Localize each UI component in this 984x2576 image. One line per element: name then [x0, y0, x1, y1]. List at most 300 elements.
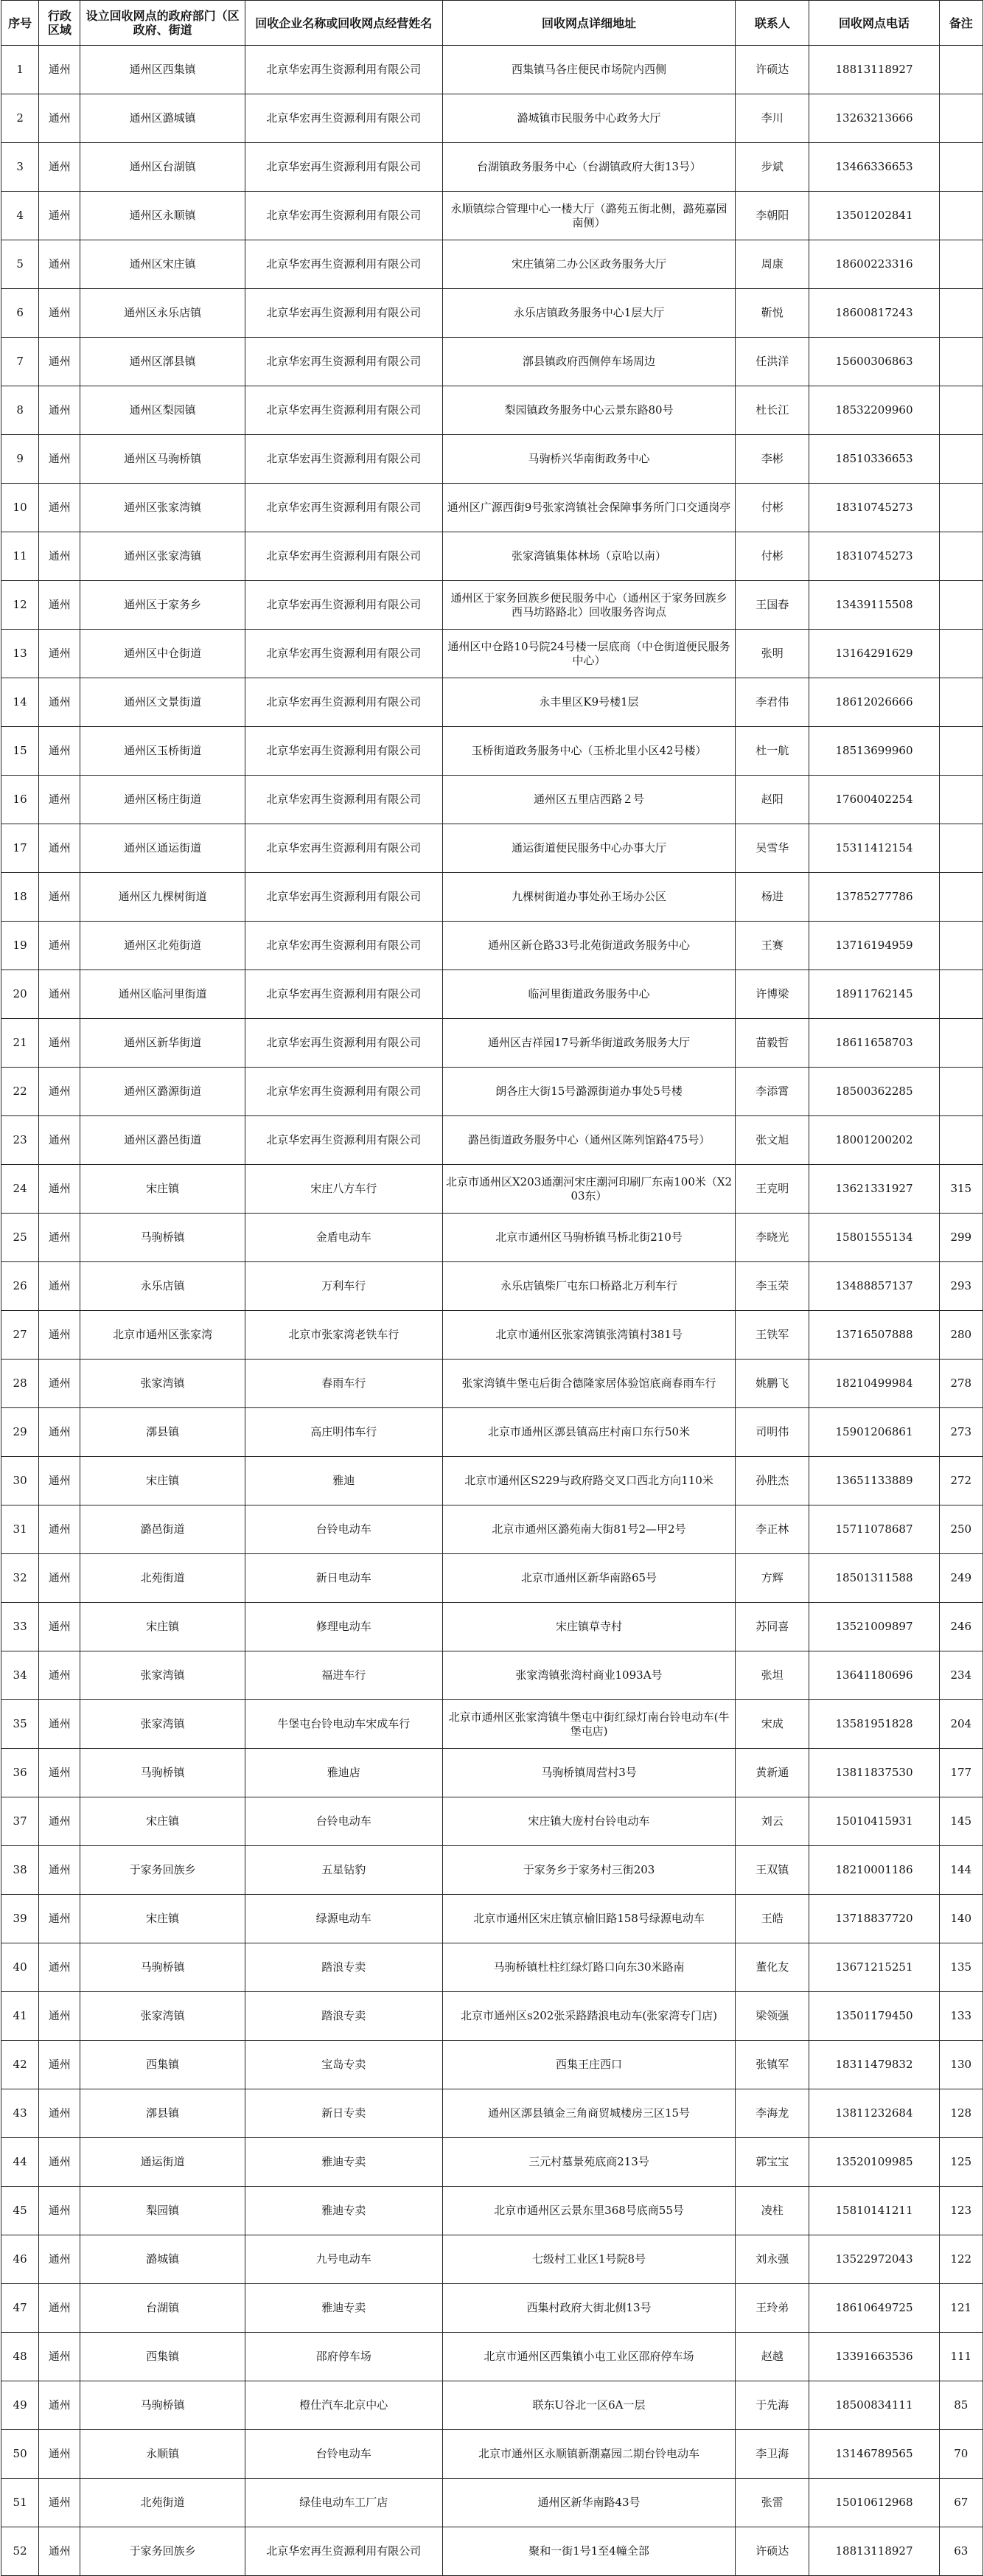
- cell-enterprise: 雅迪店: [245, 1749, 442, 1797]
- cell-address: 通州区吉祥园17号新华街道政务服务大厅: [442, 1019, 735, 1068]
- cell-phone: 15600306863: [809, 338, 939, 386]
- cell-district: 通州: [39, 2333, 80, 2381]
- cell-serial: 32: [1, 1554, 39, 1603]
- cell-notes: [939, 581, 983, 630]
- table-row: [1, 1846, 983, 1895]
- cell-department: 通州区通运街道: [80, 824, 245, 873]
- cell-notes: 121: [939, 2284, 983, 2333]
- cell-serial: 26: [1, 1262, 39, 1311]
- cell-department: 通州区临河里街道: [80, 970, 245, 1019]
- cell-contact: 张明: [736, 630, 809, 678]
- cell-district: 通州: [39, 143, 80, 192]
- cell-enterprise: 踏浪专卖: [245, 1992, 442, 2041]
- cell-enterprise: 北京华宏再生资源利用有限公司: [245, 1019, 442, 1068]
- cell-enterprise: 北京华宏再生资源利用有限公司: [245, 776, 442, 824]
- cell-department: 通运街道: [80, 2138, 245, 2187]
- cell-address: 潞邑街道政务服务中心（通州区陈列馆路475号）: [442, 1116, 735, 1165]
- cell-notes: 250: [939, 1505, 983, 1554]
- table-row: [1, 630, 983, 678]
- cell-serial: 45: [1, 2187, 39, 2235]
- cell-enterprise: 北京华宏再生资源利用有限公司: [245, 1116, 442, 1165]
- header-address: 回收网点详细地址: [442, 1, 735, 46]
- cell-department: 宋庄镇: [80, 1457, 245, 1505]
- cell-district: 通州: [39, 2187, 80, 2235]
- cell-phone: 18510336653: [809, 435, 939, 484]
- cell-address: 三元村墓景苑底商213号: [442, 2138, 735, 2187]
- cell-serial: 11: [1, 532, 39, 581]
- cell-enterprise: 北京华宏再生资源利用有限公司: [245, 240, 442, 289]
- cell-notes: [939, 678, 983, 727]
- table-row: [1, 1505, 983, 1554]
- cell-contact: 杨进: [736, 873, 809, 922]
- cell-address: 张家湾镇牛堡屯后街合德隆家居体验馆底商春雨车行: [442, 1360, 735, 1408]
- cell-serial: 50: [1, 2430, 39, 2479]
- cell-contact: 凌柱: [736, 2187, 809, 2235]
- cell-phone: 15010415931: [809, 1797, 939, 1846]
- cell-enterprise: 北京华宏再生资源利用有限公司: [245, 922, 442, 970]
- cell-serial: 48: [1, 2333, 39, 2381]
- cell-address: 北京市通州区s202张采路踏浪电动车(张家湾专门店): [442, 1992, 735, 2041]
- cell-address: 马驹桥镇杜柱红绿灯路口向东30米路南: [442, 1943, 735, 1992]
- cell-department: 通州区潞源街道: [80, 1068, 245, 1116]
- cell-department: 张家湾镇: [80, 1651, 245, 1700]
- cell-serial: 34: [1, 1651, 39, 1700]
- cell-serial: 46: [1, 2235, 39, 2284]
- table-row: [1, 2089, 983, 2138]
- cell-notes: 278: [939, 1360, 983, 1408]
- cell-district: 通州: [39, 240, 80, 289]
- cell-phone: 13488857137: [809, 1262, 939, 1311]
- cell-enterprise: 北京华宏再生资源利用有限公司: [245, 143, 442, 192]
- cell-phone: 13716194959: [809, 922, 939, 970]
- table-row: [1, 581, 983, 630]
- table-row: [1, 240, 983, 289]
- cell-phone: 15801555134: [809, 1214, 939, 1262]
- cell-enterprise: 北京华宏再生资源利用有限公司: [245, 435, 442, 484]
- cell-address: 梨园镇政务服务中心云景东路80号: [442, 386, 735, 435]
- cell-contact: 王玲弟: [736, 2284, 809, 2333]
- cell-phone: 18500834111: [809, 2381, 939, 2430]
- cell-enterprise: 雅迪专卖: [245, 2284, 442, 2333]
- table-row: [1, 678, 983, 727]
- cell-enterprise: 北京华宏再生资源利用有限公司: [245, 289, 442, 338]
- cell-district: 通州: [39, 581, 80, 630]
- cell-district: 通州: [39, 824, 80, 873]
- cell-serial: 29: [1, 1408, 39, 1457]
- cell-phone: 18311479832: [809, 2041, 939, 2089]
- cell-serial: 39: [1, 1895, 39, 1943]
- cell-contact: 方辉: [736, 1554, 809, 1603]
- cell-address: 台湖镇政务服务中心（台湖镇政府大街13号）: [442, 143, 735, 192]
- cell-district: 通州: [39, 970, 80, 1019]
- table-row: [1, 94, 983, 143]
- cell-serial: 30: [1, 1457, 39, 1505]
- cell-address: 永丰里区K9号楼1层: [442, 678, 735, 727]
- cell-notes: 85: [939, 2381, 983, 2430]
- cell-notes: [939, 1068, 983, 1116]
- cell-address: 张家湾镇张湾村商业1093A号: [442, 1651, 735, 1700]
- cell-notes: 111: [939, 2333, 983, 2381]
- cell-district: 通州: [39, 922, 80, 970]
- cell-serial: 14: [1, 678, 39, 727]
- cell-enterprise: 五星钻豹: [245, 1846, 442, 1895]
- cell-phone: 18610649725: [809, 2284, 939, 2333]
- cell-department: 马驹桥镇: [80, 1943, 245, 1992]
- cell-contact: 李海龙: [736, 2089, 809, 2138]
- cell-enterprise: 北京华宏再生资源利用有限公司: [245, 484, 442, 532]
- cell-notes: [939, 532, 983, 581]
- table-row: [1, 824, 983, 873]
- cell-notes: [939, 143, 983, 192]
- cell-serial: 49: [1, 2381, 39, 2430]
- cell-phone: 13811837530: [809, 1749, 939, 1797]
- cell-address: 通州区中仓路10号院24号楼一层底商（中仓街道便民服务中心）: [442, 630, 735, 678]
- cell-enterprise: 新日专卖: [245, 2089, 442, 2138]
- cell-address: 马驹桥镇周营村3号: [442, 1749, 735, 1797]
- cell-contact: 李晓光: [736, 1214, 809, 1262]
- cell-notes: [939, 46, 983, 94]
- cell-address: 通州区广源西街9号张家湾镇社会保障事务所门口交通岗亭: [442, 484, 735, 532]
- cell-department: 通州区梨园镇: [80, 386, 245, 435]
- header-government-department: 设立回收网点的政府部门（区政府、街道: [80, 1, 245, 46]
- cell-department: 张家湾镇: [80, 1700, 245, 1749]
- table-row: [1, 1603, 983, 1651]
- cell-contact: 李朝阳: [736, 192, 809, 240]
- cell-notes: 128: [939, 2089, 983, 2138]
- table-row: [1, 2333, 983, 2381]
- cell-contact: 王克明: [736, 1165, 809, 1214]
- cell-notes: 204: [939, 1700, 983, 1749]
- cell-serial: 7: [1, 338, 39, 386]
- cell-phone: 13520109985: [809, 2138, 939, 2187]
- cell-department: 马驹桥镇: [80, 1749, 245, 1797]
- cell-serial: 35: [1, 1700, 39, 1749]
- cell-contact: 梁领强: [736, 1992, 809, 2041]
- cell-notes: [939, 192, 983, 240]
- cell-notes: 249: [939, 1554, 983, 1603]
- cell-serial: 9: [1, 435, 39, 484]
- cell-notes: [939, 922, 983, 970]
- cell-district: 通州: [39, 386, 80, 435]
- cell-contact: 李川: [736, 94, 809, 143]
- cell-department: 北苑街道: [80, 1554, 245, 1603]
- cell-district: 通州: [39, 289, 80, 338]
- cell-address: 永顺镇综合管理中心一楼大厅（潞苑五街北侧，潞苑嘉园南侧）: [442, 192, 735, 240]
- cell-contact: 刘云: [736, 1797, 809, 1846]
- cell-address: 通州区新华南路43号: [442, 2479, 735, 2527]
- cell-enterprise: 牛堡屯台铃电动车宋成车行: [245, 1700, 442, 1749]
- cell-notes: 315: [939, 1165, 983, 1214]
- cell-notes: [939, 824, 983, 873]
- cell-contact: 李玉荣: [736, 1262, 809, 1311]
- cell-serial: 31: [1, 1505, 39, 1554]
- cell-department: 通州区西集镇: [80, 46, 245, 94]
- cell-serial: 41: [1, 1992, 39, 2041]
- cell-district: 通州: [39, 1749, 80, 1797]
- cell-department: 西集镇: [80, 2041, 245, 2089]
- cell-district: 通州: [39, 1116, 80, 1165]
- cell-address: 北京市通州区西集镇小屯工业区邵府停车场: [442, 2333, 735, 2381]
- table-row: [1, 1895, 983, 1943]
- cell-department: 潞邑街道: [80, 1505, 245, 1554]
- cell-phone: 13718837720: [809, 1895, 939, 1943]
- cell-serial: 25: [1, 1214, 39, 1262]
- cell-department: 西集镇: [80, 2333, 245, 2381]
- cell-phone: 13263213666: [809, 94, 939, 143]
- cell-contact: 靳悦: [736, 289, 809, 338]
- cell-district: 通州: [39, 435, 80, 484]
- cell-contact: 李添霄: [736, 1068, 809, 1116]
- cell-department: 通州区潞城镇: [80, 94, 245, 143]
- table-row: [1, 2041, 983, 2089]
- cell-department: 宋庄镇: [80, 1797, 245, 1846]
- table-row: [1, 970, 983, 1019]
- cell-department: 通州区九棵树街道: [80, 873, 245, 922]
- cell-serial: 1: [1, 46, 39, 94]
- cell-address: 永乐店镇柴厂屯东口桥路北万利车行: [442, 1262, 735, 1311]
- cell-department: 通州区台湖镇: [80, 143, 245, 192]
- cell-contact: 张坦: [736, 1651, 809, 1700]
- cell-department: 宋庄镇: [80, 1603, 245, 1651]
- cell-enterprise: 北京华宏再生资源利用有限公司: [245, 581, 442, 630]
- cell-contact: 许硕达: [736, 2527, 809, 2576]
- cell-serial: 22: [1, 1068, 39, 1116]
- cell-district: 通州: [39, 94, 80, 143]
- cell-serial: 15: [1, 727, 39, 776]
- cell-enterprise: 北京华宏再生资源利用有限公司: [245, 1068, 442, 1116]
- cell-serial: 21: [1, 1019, 39, 1068]
- cell-serial: 52: [1, 2527, 39, 2576]
- cell-district: 通州: [39, 2235, 80, 2284]
- cell-department: 宋庄镇: [80, 1165, 245, 1214]
- cell-phone: 15010612968: [809, 2479, 939, 2527]
- cell-phone: 18611658703: [809, 1019, 939, 1068]
- cell-department: 通州区玉桥街道: [80, 727, 245, 776]
- cell-phone: 18210001186: [809, 1846, 939, 1895]
- cell-department: 通州区马驹桥镇: [80, 435, 245, 484]
- cell-address: 西集王庄西口: [442, 2041, 735, 2089]
- cell-serial: 12: [1, 581, 39, 630]
- cell-notes: [939, 873, 983, 922]
- cell-department: 通州区张家湾镇: [80, 484, 245, 532]
- cell-contact: 李卫海: [736, 2430, 809, 2479]
- cell-phone: 13521009897: [809, 1603, 939, 1651]
- cell-notes: 130: [939, 2041, 983, 2089]
- cell-notes: 70: [939, 2430, 983, 2479]
- cell-notes: [939, 338, 983, 386]
- cell-district: 通州: [39, 2041, 80, 2089]
- cell-department: 漷县镇: [80, 1408, 245, 1457]
- cell-contact: 孙胜杰: [736, 1457, 809, 1505]
- cell-district: 通州: [39, 1408, 80, 1457]
- cell-department: 通州区宋庄镇: [80, 240, 245, 289]
- cell-serial: 28: [1, 1360, 39, 1408]
- cell-enterprise: 北京华宏再生资源利用有限公司: [245, 192, 442, 240]
- cell-enterprise: 绿源电动车: [245, 1895, 442, 1943]
- table-row: [1, 532, 983, 581]
- cell-department: 张家湾镇: [80, 1360, 245, 1408]
- cell-address: 北京市通州区新华南路65号: [442, 1554, 735, 1603]
- header-serial: 序号: [1, 1, 39, 46]
- cell-serial: 10: [1, 484, 39, 532]
- table-row: [1, 2235, 983, 2284]
- cell-serial: 19: [1, 922, 39, 970]
- cell-address: 马驹桥兴华南街政务中心: [442, 435, 735, 484]
- cell-notes: 133: [939, 1992, 983, 2041]
- cell-enterprise: 雅迪专卖: [245, 2138, 442, 2187]
- cell-district: 通州: [39, 1505, 80, 1554]
- cell-contact: 付彬: [736, 532, 809, 581]
- cell-phone: 18001200202: [809, 1116, 939, 1165]
- cell-contact: 郭宝宝: [736, 2138, 809, 2187]
- cell-address: 临河里街道政务服务中心: [442, 970, 735, 1019]
- cell-phone: 18911762145: [809, 970, 939, 1019]
- cell-address: 永乐店镇政务服务中心1层大厅: [442, 289, 735, 338]
- cell-department: 通州区永乐店镇: [80, 289, 245, 338]
- cell-district: 通州: [39, 1846, 80, 1895]
- cell-serial: 13: [1, 630, 39, 678]
- cell-phone: 13671215251: [809, 1943, 939, 1992]
- cell-enterprise: 金盾电动车: [245, 1214, 442, 1262]
- cell-enterprise: 新日电动车: [245, 1554, 442, 1603]
- cell-contact: 周康: [736, 240, 809, 289]
- cell-notes: [939, 630, 983, 678]
- cell-notes: [939, 484, 983, 532]
- cell-district: 通州: [39, 678, 80, 727]
- cell-contact: 董化友: [736, 1943, 809, 1992]
- table-row: [1, 2138, 983, 2187]
- cell-address: 朗各庄大街15号潞源街道办事处5号楼: [442, 1068, 735, 1116]
- table-row: [1, 2284, 983, 2333]
- table-row: [1, 1700, 983, 1749]
- cell-phone: 15311412154: [809, 824, 939, 873]
- cell-enterprise: 万利车行: [245, 1262, 442, 1311]
- cell-serial: 36: [1, 1749, 39, 1797]
- cell-enterprise: 九号电动车: [245, 2235, 442, 2284]
- cell-contact: 赵越: [736, 2333, 809, 2381]
- cell-serial: 6: [1, 289, 39, 338]
- table-row: [1, 2527, 983, 2576]
- cell-notes: [939, 289, 983, 338]
- table-row: [1, 1360, 983, 1408]
- cell-notes: 177: [939, 1749, 983, 1797]
- cell-contact: 李正林: [736, 1505, 809, 1554]
- cell-phone: 18310745273: [809, 532, 939, 581]
- cell-serial: 38: [1, 1846, 39, 1895]
- cell-contact: 杜长江: [736, 386, 809, 435]
- cell-address: 通州区新仓路33号北苑街道政务服务中心: [442, 922, 735, 970]
- table-row: [1, 1408, 983, 1457]
- cell-address: 北京市通州区潞苑南大街81号2—甲2号: [442, 1505, 735, 1554]
- cell-notes: 144: [939, 1846, 983, 1895]
- cell-notes: 123: [939, 2187, 983, 2235]
- cell-serial: 37: [1, 1797, 39, 1846]
- cell-enterprise: 北京华宏再生资源利用有限公司: [245, 727, 442, 776]
- cell-notes: [939, 240, 983, 289]
- cell-department: 通州区中仓街道: [80, 630, 245, 678]
- cell-contact: 李君伟: [736, 678, 809, 727]
- table-header-row: [1, 1, 983, 46]
- header-phone: 回收网点电话: [809, 1, 939, 46]
- cell-phone: 18600223316: [809, 240, 939, 289]
- cell-enterprise: 福进车行: [245, 1651, 442, 1700]
- cell-contact: 宋成: [736, 1700, 809, 1749]
- cell-phone: 18500362285: [809, 1068, 939, 1116]
- cell-district: 通州: [39, 484, 80, 532]
- cell-department: 通州区新华街道: [80, 1019, 245, 1068]
- cell-contact: 李彬: [736, 435, 809, 484]
- cell-district: 通州: [39, 192, 80, 240]
- cell-department: 北京市通州区张家湾: [80, 1311, 245, 1360]
- cell-phone: 13621331927: [809, 1165, 939, 1214]
- cell-address: 北京市通州区张家湾镇张湾镇村381号: [442, 1311, 735, 1360]
- cell-contact: 苗毅哲: [736, 1019, 809, 1068]
- cell-address: 漷县镇政府西侧停车场周边: [442, 338, 735, 386]
- cell-address: 九棵树街道办事处孙王场办公区: [442, 873, 735, 922]
- cell-notes: [939, 727, 983, 776]
- cell-district: 通州: [39, 2430, 80, 2479]
- cell-serial: 18: [1, 873, 39, 922]
- cell-address: 宋庄镇大庞村台铃电动车: [442, 1797, 735, 1846]
- cell-contact: 许硕达: [736, 46, 809, 94]
- cell-district: 通州: [39, 776, 80, 824]
- cell-address: 北京市通州区S229与政府路交叉口西北方向110米: [442, 1457, 735, 1505]
- cell-district: 通州: [39, 873, 80, 922]
- cell-phone: 18513699960: [809, 727, 939, 776]
- cell-enterprise: 北京华宏再生资源利用有限公司: [245, 94, 442, 143]
- table-row: [1, 289, 983, 338]
- cell-address: 北京市通州区永顺镇新潮嘉园二期台铃电动车: [442, 2430, 735, 2479]
- cell-address: 北京市通州区漷县镇高庄村南口东行50米: [442, 1408, 735, 1457]
- cell-notes: 135: [939, 1943, 983, 1992]
- cell-district: 通州: [39, 2479, 80, 2527]
- cell-enterprise: 台铃电动车: [245, 2430, 442, 2479]
- cell-notes: 140: [939, 1895, 983, 1943]
- cell-enterprise: 高庄明伟车行: [245, 1408, 442, 1457]
- cell-enterprise: 北京华宏再生资源利用有限公司: [245, 678, 442, 727]
- table-row: [1, 1992, 983, 2041]
- cell-district: 通州: [39, 532, 80, 581]
- cell-district: 通州: [39, 2089, 80, 2138]
- header-notes: 备注: [939, 1, 983, 46]
- cell-contact: 王赛: [736, 922, 809, 970]
- cell-phone: 13716507888: [809, 1311, 939, 1360]
- table-row: [1, 386, 983, 435]
- cell-notes: 125: [939, 2138, 983, 2187]
- cell-enterprise: 北京华宏再生资源利用有限公司: [245, 824, 442, 873]
- cell-phone: 13146789565: [809, 2430, 939, 2479]
- cell-contact: 许博梁: [736, 970, 809, 1019]
- cell-phone: 18612026666: [809, 678, 939, 727]
- cell-enterprise: 北京华宏再生资源利用有限公司: [245, 2527, 442, 2576]
- cell-address: 北京市通州区马驹桥镇马桥北街210号: [442, 1214, 735, 1262]
- cell-serial: 4: [1, 192, 39, 240]
- cell-serial: 5: [1, 240, 39, 289]
- cell-contact: 王双镇: [736, 1846, 809, 1895]
- table-row: [1, 1262, 983, 1311]
- cell-enterprise: 台铃电动车: [245, 1797, 442, 1846]
- cell-district: 通州: [39, 1651, 80, 1700]
- cell-contact: 吴雪华: [736, 824, 809, 873]
- cell-serial: 3: [1, 143, 39, 192]
- table-row: [1, 1311, 983, 1360]
- cell-address: 联东U谷北一区6A一层: [442, 2381, 735, 2430]
- table-row: [1, 1116, 983, 1165]
- cell-phone: 15810141211: [809, 2187, 939, 2235]
- cell-serial: 23: [1, 1116, 39, 1165]
- cell-district: 通州: [39, 338, 80, 386]
- cell-notes: 299: [939, 1214, 983, 1262]
